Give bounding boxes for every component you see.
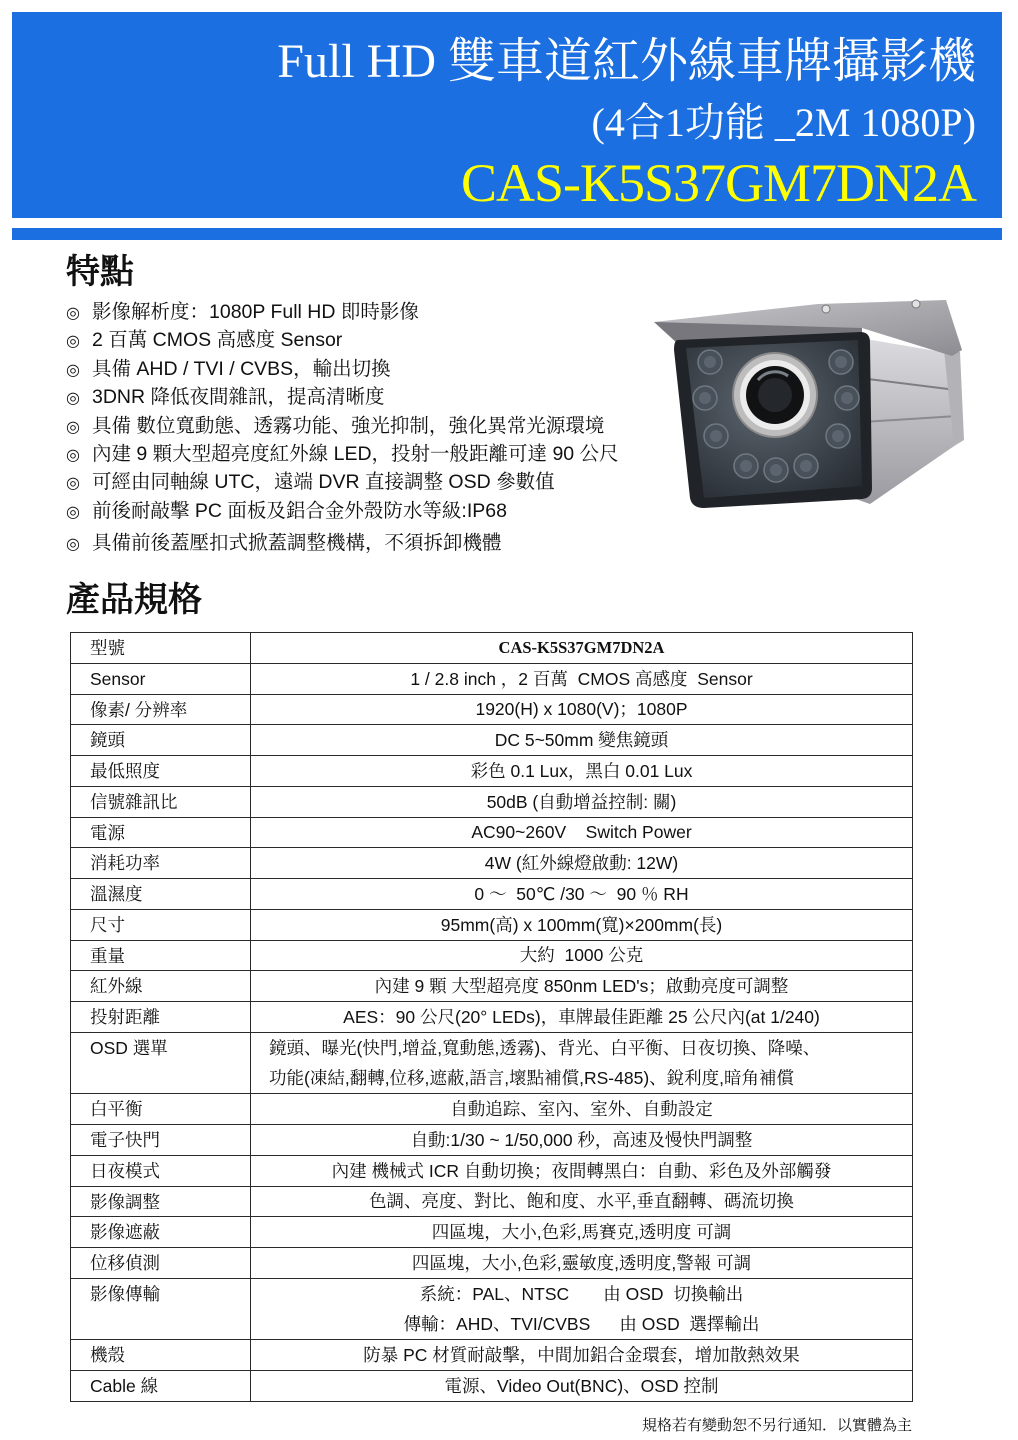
camera-lens — [733, 353, 817, 437]
spec-label: 像素/ 分辨率 — [71, 694, 251, 725]
spec-value: 電源、Video Out(BNC)、OSD 控制 — [251, 1371, 913, 1402]
spec-row — [71, 694, 913, 725]
spec-row — [71, 879, 913, 910]
bullet-icon: ◎ — [66, 305, 80, 322]
feature-item — [66, 497, 619, 525]
spec-value: 內建 機械式 ICR 自動切換；夜間轉黑白：自動、彩色及外部觸發 — [251, 1155, 913, 1186]
spec-row — [71, 786, 913, 817]
spec-value: AC90~260V Switch Power — [251, 817, 913, 848]
feature-item — [66, 326, 619, 354]
features-list — [66, 298, 619, 558]
spec-label: 投射距離 — [71, 1002, 251, 1033]
spec-label: Sensor — [71, 663, 251, 694]
feature-item — [66, 440, 619, 468]
spec-row — [71, 1248, 913, 1279]
bullet-icon: ◎ — [66, 503, 80, 521]
spec-value: 大約 1000 公克 — [251, 940, 913, 971]
spec-value: 自動:1/30 ~ 1/50,000 秒，高速及慢快門調整 — [251, 1125, 913, 1156]
feature-text: 具備 數位寬動態、透霧功能、強光抑制，強化異常光源環境 — [92, 414, 605, 437]
bullet-icon: ◎ — [66, 333, 80, 351]
feature-text: 影像解析度：1080P Full HD 即時影像 — [92, 301, 419, 323]
spec-row — [71, 848, 913, 879]
spec-row — [71, 1340, 913, 1371]
spec-value-line: 鏡頭、曝光(快門,增益,寬動態,透霧)、背光、白平衡、日夜切換、降噪、 — [269, 1038, 821, 1058]
spec-label: Cable 線 — [71, 1371, 251, 1402]
spec-row — [71, 1371, 913, 1402]
spec-value: CAS-K5S37GM7DN2A — [251, 633, 913, 664]
bullet-icon: ◎ — [66, 390, 80, 408]
spec-value: 防暴 PC 材質耐敲擊，中間加鋁合金環套，增加散熱效果 — [251, 1340, 913, 1371]
spec-value: 四區塊，大小,色彩,靈敏度,透明度,警報 可調 — [251, 1248, 913, 1279]
product-subtitle: (4合1功能 _2M 1080P) — [591, 100, 976, 145]
spec-row — [71, 940, 913, 971]
spec-label: 電子快門 — [71, 1125, 251, 1156]
spec-label: 機殼 — [71, 1340, 251, 1371]
spec-label: 溫濕度 — [71, 879, 251, 910]
camera-product-image — [648, 292, 968, 514]
spec-value: DC 5~50mm 變焦鏡頭 — [251, 725, 913, 756]
feature-text: 具備前後蓋壓扣式掀蓋調整機構，不須拆卸機體 — [92, 532, 502, 555]
feature-text: 具備 AHD / TVI / CVBS，輸出切換 — [92, 357, 391, 380]
feature-text: 2 百萬 CMOS 高感度 Sensor — [92, 329, 343, 352]
spec-label: 白平衡 — [71, 1094, 251, 1125]
feature-item — [66, 298, 619, 326]
spec-row — [71, 1125, 913, 1156]
spec-label: 消耗功率 — [71, 848, 251, 879]
spec-value: 彩色 0.1 Lux，黑白 0.01 Lux — [251, 756, 913, 787]
spec-label: 位移偵測 — [71, 1248, 251, 1279]
feature-item — [66, 383, 619, 411]
spec-value — [251, 1278, 913, 1340]
spec-label: 影像傳輸 — [71, 1278, 251, 1340]
spec-value: 1 / 2.8 inch ，2 百萬 CMOS 高感度 Sensor — [251, 663, 913, 694]
spec-row — [71, 909, 913, 940]
bullet-icon: ◎ — [66, 361, 80, 379]
spec-row — [71, 1094, 913, 1125]
spec-value: AES：90 公尺(20° LEDs)，車牌最佳距離 25 公尺內(at 1/240) — [251, 1002, 913, 1033]
feature-text: 可經由同軸線 UTC，遠端 DVR 直接調整 OSD 參數值 — [92, 471, 555, 494]
feature-item — [66, 529, 619, 557]
spec-value: 四區塊，大小,色彩,馬賽克,透明度 可調 — [251, 1217, 913, 1248]
feature-text: 內建 9 顆大型超亮度紅外線 LED，投射一般距離可達 90 公尺 — [92, 442, 619, 465]
bullet-icon: ◎ — [66, 475, 80, 493]
product-model: CAS-K5S37GM7DN2A — [460, 153, 976, 213]
spec-label: 紅外線 — [71, 971, 251, 1002]
spec-value: 95mm(高) x 100mm(寬)×200mm(長) — [251, 909, 913, 940]
spec-row — [71, 817, 913, 848]
spec-label: 信號雜訊比 — [71, 786, 251, 817]
features-heading: 特點 — [66, 253, 134, 291]
feature-text: 3DNR 降低夜間雜訊，提高清晰度 — [92, 386, 385, 409]
spec-row — [71, 663, 913, 694]
feature-item — [66, 468, 619, 496]
spec-label: 型號 — [71, 633, 251, 664]
spec-value — [251, 1032, 913, 1094]
spec-row — [71, 756, 913, 787]
spec-row — [71, 1217, 913, 1248]
spec-label: OSD 選單 — [71, 1032, 251, 1094]
spec-label: 影像遮蔽 — [71, 1217, 251, 1248]
spec-value-line: 系統：PAL、NTSC 由 OSD 切換輸出 — [419, 1284, 744, 1304]
spec-row — [71, 1186, 913, 1217]
spec-value: 色調、亮度、對比、飽和度、水平,垂直翻轉、碼流切換 — [251, 1186, 913, 1217]
spec-row — [71, 971, 913, 1002]
spec-row — [71, 1278, 913, 1340]
spec-row — [71, 1155, 913, 1186]
spec-value: 0 ～ 50℃ /30 ～ 90 ％ RH — [251, 879, 913, 910]
spec-value: 1920(H) x 1080(V)；1080P — [251, 694, 913, 725]
feature-item — [66, 355, 619, 383]
spec-value-line: 傳輸：AHD、TVI/CVBS 由 OSD 選擇輸出 — [403, 1314, 760, 1334]
specs-heading: 產品規格 — [66, 581, 202, 619]
spec-label: 尺寸 — [71, 909, 251, 940]
spec-table — [70, 632, 913, 1402]
header-banner — [12, 12, 1002, 218]
bullet-icon: ◎ — [66, 536, 80, 554]
spec-value: 50dB (自動增益控制: 關) — [251, 786, 913, 817]
feature-item — [66, 412, 619, 440]
feature-text: 前後耐敲擊 PC 面板及鋁合金外殼防水等級:IP68 — [92, 499, 507, 522]
header-divider — [12, 228, 1002, 240]
spec-value: 內建 9 顆 大型超亮度 850nm LED's；啟動亮度可調整 — [251, 971, 913, 1002]
spec-label: 鏡頭 — [71, 725, 251, 756]
spec-row — [71, 1032, 913, 1094]
spec-row — [71, 1002, 913, 1033]
bullet-icon: ◎ — [66, 446, 80, 464]
spec-label: 電源 — [71, 817, 251, 848]
spec-label: 影像調整 — [71, 1186, 251, 1217]
spec-value: 自動追踪、室內、室外、自動設定 — [251, 1094, 913, 1125]
spec-value: 4W (紅外線燈啟動: 12W) — [251, 848, 913, 879]
bullet-icon: ◎ — [66, 418, 80, 436]
spec-label: 重量 — [71, 940, 251, 971]
spec-value-line: 功能(凍結,翻轉,位移,遮蔽,語言,壞點補償,RS-485)、銳利度,暗角補償 — [269, 1068, 795, 1088]
spec-label: 日夜模式 — [71, 1155, 251, 1186]
spec-label: 最低照度 — [71, 756, 251, 787]
product-title: Full HD 雙車道紅外線車牌攝影機 — [277, 35, 976, 88]
spec-row — [71, 725, 913, 756]
footer-note: 規格若有變動恕不另行通知．以實體為主 — [641, 1417, 912, 1434]
spec-row — [71, 633, 913, 664]
